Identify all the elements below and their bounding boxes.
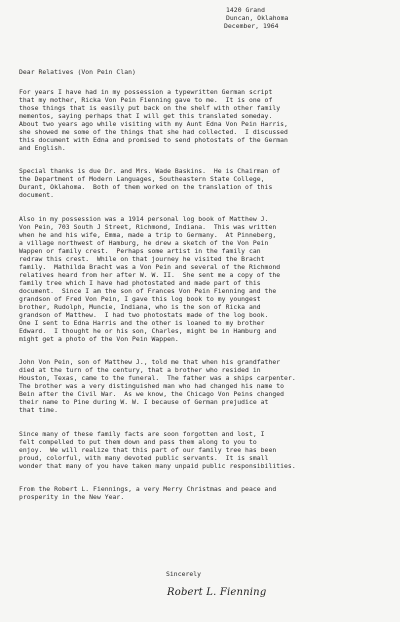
text-line: she showed me some of the things that she had collected. I discussed: [19, 128, 288, 136]
text-line: and English.: [19, 144, 66, 152]
text-line: enjoy. We will realize that this part of our family tree has been: [19, 446, 277, 454]
text-line: Also in my possession was a 1914 personal log book of Matthew J.: [19, 215, 269, 223]
text-line: Von Pein, 703 South J Street, Richmond, Indiana. This was written: [19, 223, 277, 231]
text-line: Since many of these family facts are soon forgotten and lost, I: [19, 430, 265, 438]
text-line: Edward. I thought he or his son, Charles, might be in Hamburg and: [19, 327, 277, 335]
text-line: One I sent to Edna Harris and the other is loaned to my brother: [19, 319, 265, 327]
text-line: John Von Pein, son of Matthew J., told me that when his grandfather: [19, 358, 281, 366]
text-line: the Department of Modern Languages, Southeastern State College,: [19, 175, 265, 183]
text-line: prosperity in the New Year.: [19, 493, 125, 501]
closing: Sincerely: [166, 570, 202, 578]
text-line: Durant, Oklahoma. Both of them worked on the translation of this: [19, 183, 273, 191]
text-line: relatives heard from her after W. W. II. She sent me a copy of the: [19, 271, 281, 279]
text-line: family. Mathilda Bracht was a Von Pein and several of the Richmond: [19, 263, 281, 271]
text-line: grandson of Matthew. I had two photostats made of the log book.: [19, 311, 269, 319]
text-line: wonder that many of you have taken many unpaid public responsibilities.: [19, 462, 296, 470]
text-line: About two years ago while visiting with my Aunt Edna Von Pein Harris,: [19, 120, 288, 128]
text-line: From the Robert L. Fiennings, a very Merry Christmas and peace and: [19, 485, 277, 493]
text-line: document. Since I am the son of Frances Von Pein Fienning and the: [19, 287, 277, 295]
text-line: their name to Pine during W. W. I because of German prejudice at: [19, 398, 269, 406]
text-line: felt compelled to put them down and pass them along to you to: [19, 438, 257, 446]
text-line: those things that is easily put back on the shelf with other family: [19, 104, 281, 112]
address-city: Duncan, Oklahoma: [226, 14, 289, 22]
text-line: that time.: [19, 406, 58, 414]
text-line: that my mother, Ricka Von Pein Fienning gave to me. It is one of: [19, 96, 273, 104]
text-line: proud, colorful, with many devoted public servants. It is small: [19, 454, 269, 462]
text-line: family tree which I have had photostated and made part of this: [19, 279, 261, 287]
text-line: For years I have had in my possession a typewritten German script: [19, 88, 273, 96]
text-line: Bein after the Civil War. As we know, the Chicago Von Peins changed: [19, 390, 285, 398]
text-line: grandson of Fred Von Pein, I gave this log book to my youngest: [19, 295, 261, 303]
text-line: Special thanks is due Dr. and Mrs. Wade Baskins. He is Chairman of: [19, 167, 281, 175]
text-line: when he and his wife, Emma, made a trip to Germany. At Pinneberg,: [19, 231, 277, 239]
text-line: Houston, Texas, came to the funeral. The father was a ships carpenter.: [19, 374, 296, 382]
text-line: Wappen or family crest. Perhaps some artist in the family can: [19, 247, 261, 255]
text-line: redraw this crest. While on that journey he visited the Bracht: [19, 255, 265, 263]
text-line: The brother was a very distinguished man who had changed his name to: [19, 382, 285, 390]
salutation: Dear Relatives (Von Pein Clan): [19, 68, 136, 76]
text-line: brother, Rudolph, Muncie, Indiana, who is the son of Ricka and: [19, 303, 261, 311]
text-line: might get a photo of the Von Pein Wappen.: [19, 335, 179, 343]
text-line: document.: [19, 191, 55, 199]
text-line: a village northwest of Hamburg, he drew a sketch of the Von Pein: [19, 239, 269, 247]
letter-date: December, 1964: [224, 22, 279, 30]
text-line: this document with Edna and promised to send photostats of the German: [19, 136, 288, 144]
text-line: died at the turn of the century, that a brother who resided in: [19, 366, 261, 374]
text-line: mementos, saying perhaps that I will get this translated someday.: [19, 112, 273, 120]
address-street: 1420 Grand: [226, 6, 265, 14]
handwritten-signature: Robert L. Fienning: [167, 587, 267, 598]
